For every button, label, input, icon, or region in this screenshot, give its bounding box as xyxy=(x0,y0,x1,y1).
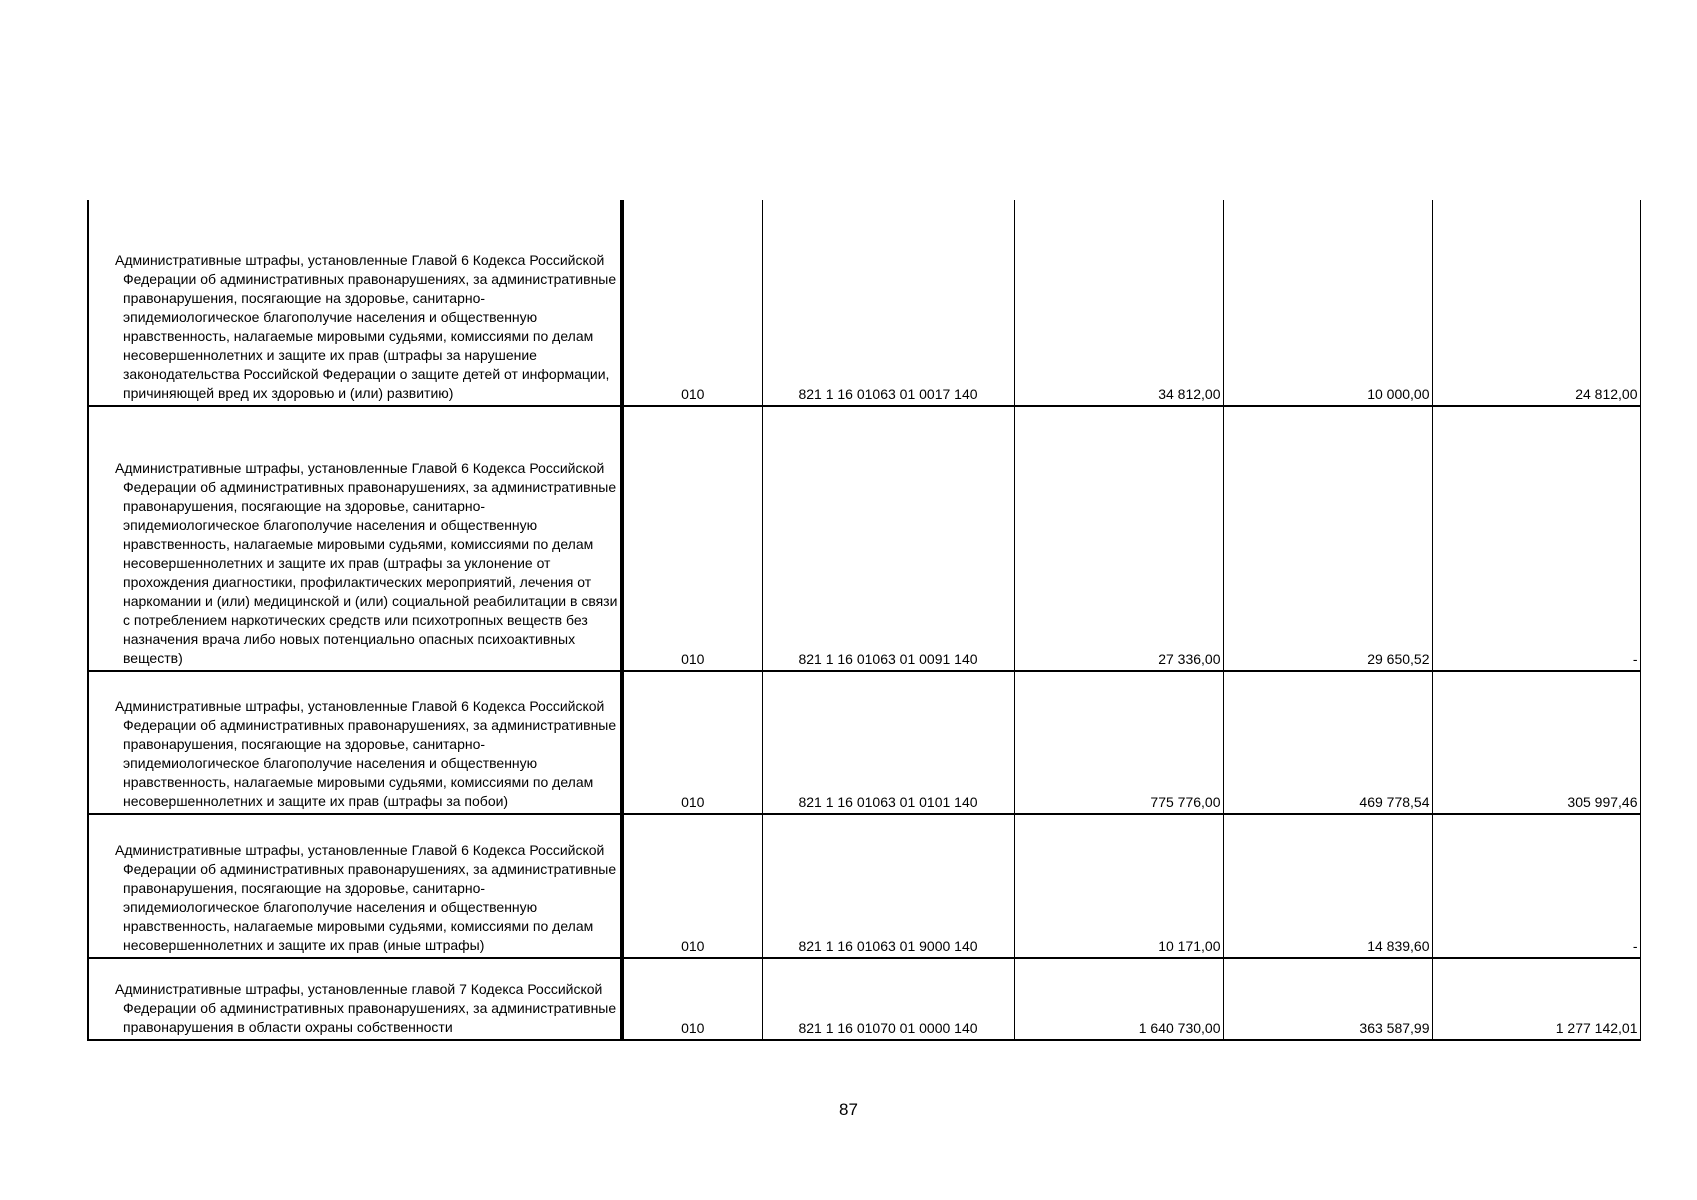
row-unexecuted-amount: 305 997,46 xyxy=(1432,671,1640,814)
row-unexecuted-amount: - xyxy=(1432,814,1640,958)
row-description: Административные штрафы, установленные главой 7 Кодекса Российской Федерации об административных правонарушениях, за административные правонарушения в области охраны собственности xyxy=(88,958,622,1040)
row-description: Административные штрафы, установленные Главой 6 Кодекса Российской Федерации об административных правонарушениях, за административные правонарушения, посягающие на здоровье, санитарно-эпидемиологическое благополучие населения и общественную нравственность, налагаемые мировыми судьями, комиссиями по делам несовершеннолетних и защите их прав (иные штрафы) xyxy=(88,814,622,958)
table-row xyxy=(88,958,1640,1040)
row-executed-amount: 363 587,99 xyxy=(1223,958,1432,1040)
row-executed-amount: 469 778,54 xyxy=(1223,671,1432,814)
page-number: 87 xyxy=(839,1100,858,1119)
row-description: Административные штрафы, установленные Главой 6 Кодекса Российской Федерации об административных правонарушениях, за административные правонарушения, посягающие на здоровье, санитарно-эпидемиологическое благополучие населения и общественную нравственность, налагаемые мировыми судьями, комиссиями по делам несовершеннолетних и защите их прав (штрафы за побои) xyxy=(88,671,622,814)
row-line-code: 010 xyxy=(622,814,762,958)
row-approved-amount: 27 336,00 xyxy=(1014,406,1223,671)
row-unexecuted-amount: 1 277 142,01 xyxy=(1432,958,1640,1040)
row-approved-amount: 775 776,00 xyxy=(1014,671,1223,814)
row-kbk-code: 821 1 16 01063 01 9000 140 xyxy=(762,814,1014,958)
row-approved-amount: 10 171,00 xyxy=(1014,814,1223,958)
row-kbk-code: 821 1 16 01063 01 0091 140 xyxy=(762,406,1014,671)
row-kbk-code: 821 1 16 01070 01 0000 140 xyxy=(762,958,1014,1040)
row-executed-amount: 14 839,60 xyxy=(1223,814,1432,958)
row-approved-amount: 1 640 730,00 xyxy=(1014,958,1223,1040)
row-approved-amount: 34 812,00 xyxy=(1014,200,1223,406)
row-executed-amount: 10 000,00 xyxy=(1223,200,1432,406)
row-line-code: 010 xyxy=(622,406,762,671)
row-unexecuted-amount: 24 812,00 xyxy=(1432,200,1640,406)
row-unexecuted-amount: - xyxy=(1432,406,1640,671)
table-row xyxy=(88,200,1640,406)
budget-revenue-table xyxy=(87,200,1641,1041)
row-line-code: 010 xyxy=(622,958,762,1040)
table-row xyxy=(88,406,1640,671)
row-line-code: 010 xyxy=(622,200,762,406)
row-description: Административные штрафы, установленные Главой 6 Кодекса Российской Федерации об административных правонарушениях, за административные правонарушения, посягающие на здоровье, санитарно-эпидемиологическое благополучие населения и общественную нравственность, налагаемые мировыми судьями, комиссиями по делам несовершеннолетних и защите их прав (штрафы за уклонение от прохождения диагностики, профилактических мероприятий, лечения от наркомании и (или) медицинской и (или) социальной реабилитации в связи с потреблением наркотических средств или психотропных веществ без назначения врача либо новых потенциально опасных психоактивных веществ) xyxy=(88,406,622,671)
table-row xyxy=(88,814,1640,958)
row-description: Административные штрафы, установленные Главой 6 Кодекса Российской Федерации об административных правонарушениях, за административные правонарушения, посягающие на здоровье, санитарно-эпидемиологическое благополучие населения и общественную нравственность, налагаемые мировыми судьями, комиссиями по делам несовершеннолетних и защите их прав (штрафы за нарушение законодательства Российской Федерации о защите детей от информации, причиняющей вред их здоровью и (или) развитию) xyxy=(88,200,622,406)
row-line-code: 010 xyxy=(622,671,762,814)
row-kbk-code: 821 1 16 01063 01 0017 140 xyxy=(762,200,1014,406)
row-kbk-code: 821 1 16 01063 01 0101 140 xyxy=(762,671,1014,814)
row-executed-amount: 29 650,52 xyxy=(1223,406,1432,671)
table-row xyxy=(88,671,1640,814)
